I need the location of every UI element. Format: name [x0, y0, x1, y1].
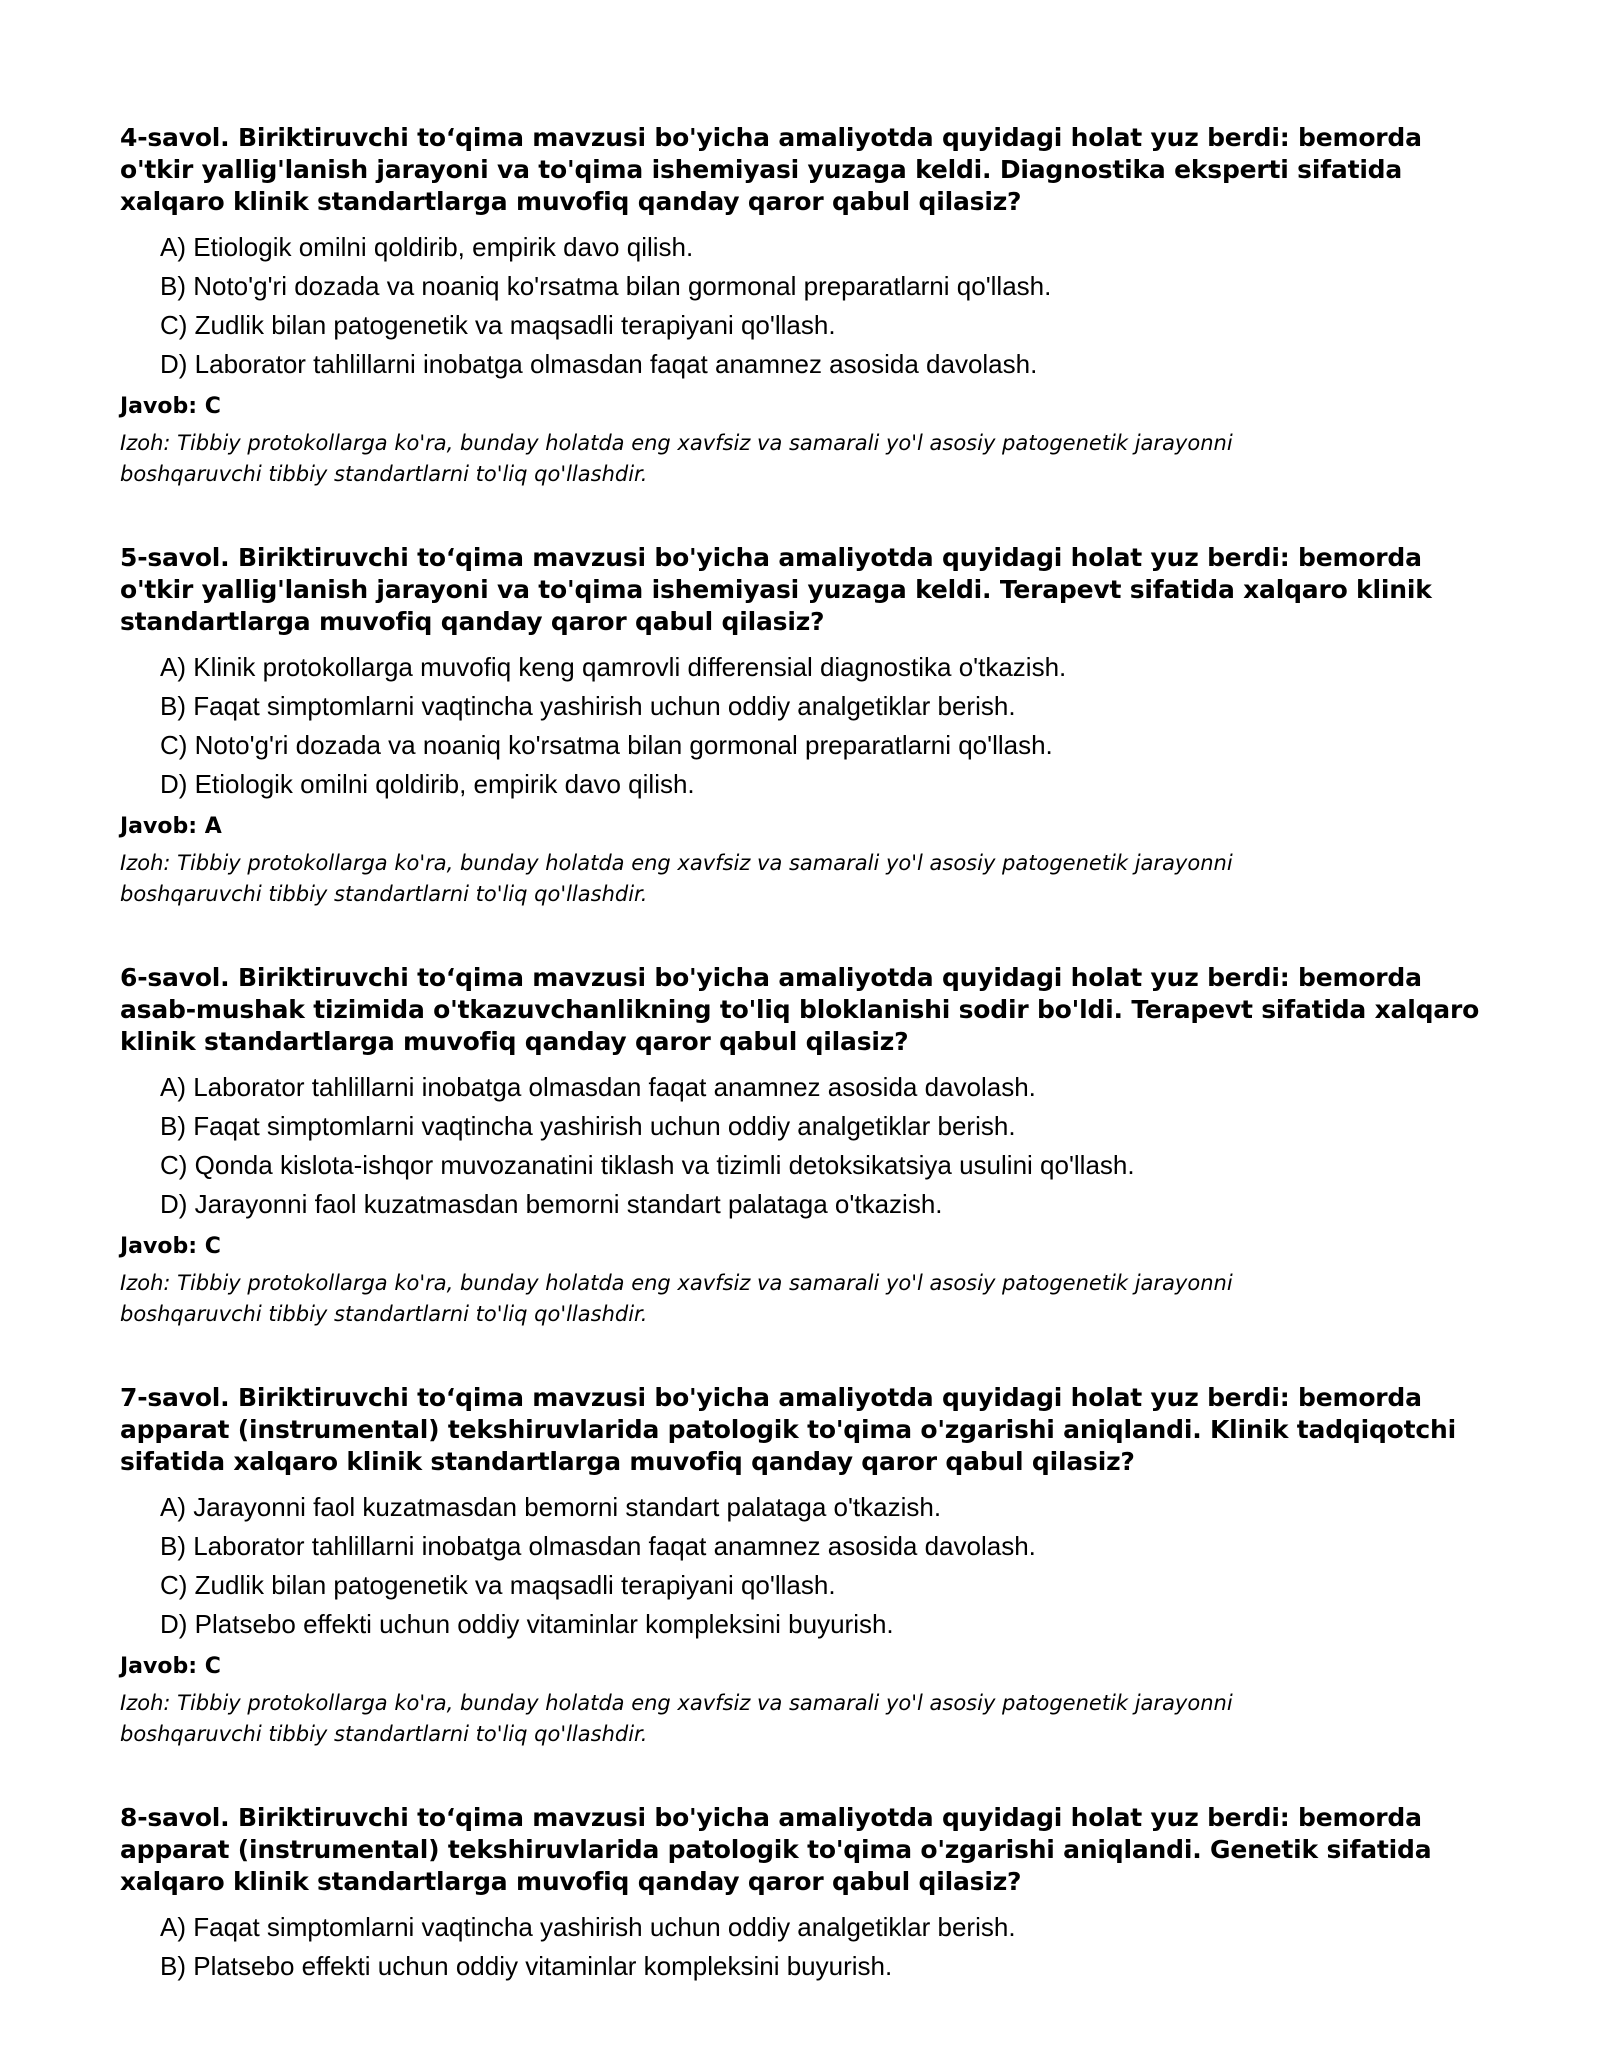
question-block	[120, 962, 1500, 1330]
question-block	[120, 122, 1500, 490]
option-c: C) Qonda kislota-ishqor muvozanatini tiklash va tizimli detoksikatsiya usulini qo'llash.	[160, 1150, 1135, 1180]
option-c: C) Noto'g'ri dozada va noaniq ko'rsatma bilan gormonal preparatlarni qo'llash.	[160, 730, 1053, 760]
question-title: 5-savol. Biriktiruvchi to‘qima mavzusi bo'yicha amaliyotda quyidagi holat yuz berdi: bemorda o'tkir yallig'lanish jarayoni va to'qima ishemiyasi yuzaga keldi. Terapevt sifatida xalqaro klinik standartlarga muvofiq qanday qaror qabul qilasiz?	[120, 543, 1432, 636]
option-a: A) Etiologik omilni qoldirib, empirik davo qilish.	[160, 232, 694, 262]
question-block	[120, 1802, 1500, 1986]
option-d: D) Laborator tahlillarni inobatga olmasdan faqat anamnez asosida davolash.	[160, 349, 1038, 379]
question-title: 7-savol. Biriktiruvchi to‘qima mavzusi bo'yicha amaliyotda quyidagi holat yuz berdi: bemorda apparat (instrumental) tekshiruvlarida patologik to'qima o'zgarishi aniqlandi. Klinik tadqiqotchi sifatida xalqaro klinik standartlarga muvofiq qanday qaror qabul qilasiz?	[120, 1383, 1456, 1476]
answer-line: Javob: C	[120, 1654, 221, 1679]
option-a: A) Laborator tahlillarni inobatga olmasdan faqat anamnez asosida davolash.	[160, 1072, 1036, 1102]
option-a: A) Faqat simptomlarni vaqtincha yashirish uchun oddiy analgetiklar berish.	[160, 1912, 1016, 1942]
question-title: 4-savol. Biriktiruvchi to‘qima mavzusi bo'yicha amaliyotda quyidagi holat yuz berdi: bemorda o'tkir yallig'lanish jarayoni va to'qima ishemiyasi yuzaga keldi. Diagnostika eksperti sifatida xalqaro klinik standartlarga muvofiq qanday qaror qabul qilasiz?	[120, 123, 1422, 216]
question-title: 6-savol. Biriktiruvchi to‘qima mavzusi bo'yicha amaliyotda quyidagi holat yuz berdi: bemorda asab-mushak tizimida o'tkazuvchanlikning to'liq bloklanishi sodir bo'ldi. Terapevt sifatida xalqaro klinik standartlarga muvofiq qanday qaror qabul qilasiz?	[120, 963, 1480, 1056]
option-d: D) Jarayonni faol kuzatmasdan bemorni standart palataga o'tkazish.	[160, 1189, 943, 1219]
options-list	[120, 1068, 1500, 1224]
answer-line: Javob: C	[120, 394, 221, 419]
option-c: C) Zudlik bilan patogenetik va maqsadli terapiyani qo'llash.	[160, 1570, 836, 1600]
option-a: A) Jarayonni faol kuzatmasdan bemorni standart palataga o'tkazish.	[160, 1492, 942, 1522]
option-d: D) Etiologik omilni qoldirib, empirik davo qilish.	[160, 769, 695, 799]
answer-line: Javob: A	[120, 814, 222, 839]
option-c: C) Zudlik bilan patogenetik va maqsadli terapiyani qo'llash.	[160, 310, 836, 340]
option-b: B) Faqat simptomlarni vaqtincha yashirish uchun oddiy analgetiklar berish.	[160, 1111, 1016, 1141]
option-b: B) Laborator tahlillarni inobatga olmasdan faqat anamnez asosida davolash.	[160, 1531, 1036, 1561]
option-a: A) Klinik protokollarga muvofiq keng qamrovli differensial diagnostika o'tkazish.	[160, 652, 1067, 682]
question-block	[120, 1382, 1500, 1750]
options-list	[120, 228, 1500, 384]
answer-line: Javob: C	[120, 1234, 221, 1259]
options-list	[120, 1908, 1500, 1986]
options-list	[120, 648, 1500, 804]
option-b: B) Faqat simptomlarni vaqtincha yashirish uchun oddiy analgetiklar berish.	[160, 691, 1016, 721]
options-list	[120, 1488, 1500, 1644]
explanation-note: Izoh: Tibbiy protokollarga ko'ra, bunday holatda eng xavfsiz va samarali yo'l asosiy patogenetik jarayonni boshqaruvchi tibbiy standartlarni to'liq qo'llashdir.	[120, 1271, 1233, 1326]
explanation-note: Izoh: Tibbiy protokollarga ko'ra, bunday holatda eng xavfsiz va samarali yo'l asosiy patogenetik jarayonni boshqaruvchi tibbiy standartlarni to'liq qo'llashdir.	[120, 431, 1233, 486]
option-b: B) Platsebo effekti uchun oddiy vitaminlar kompleksini buyurish.	[160, 1951, 893, 1981]
question-block	[120, 542, 1500, 910]
option-d: D) Platsebo effekti uchun oddiy vitaminlar kompleksini buyurish.	[160, 1609, 894, 1639]
explanation-note: Izoh: Tibbiy protokollarga ko'ra, bunday holatda eng xavfsiz va samarali yo'l asosiy patogenetik jarayonni boshqaruvchi tibbiy standartlarni to'liq qo'llashdir.	[120, 851, 1233, 906]
document-page	[120, 122, 1500, 2038]
question-title: 8-savol. Biriktiruvchi to‘qima mavzusi bo'yicha amaliyotda quyidagi holat yuz berdi: bemorda apparat (instrumental) tekshiruvlarida patologik to'qima o'zgarishi aniqlandi. Genetik sifatida xalqaro klinik standartlarga muvofiq qanday qaror qabul qilasiz?	[120, 1803, 1432, 1896]
explanation-note: Izoh: Tibbiy protokollarga ko'ra, bunday holatda eng xavfsiz va samarali yo'l asosiy patogenetik jarayonni boshqaruvchi tibbiy standartlarni to'liq qo'llashdir.	[120, 1691, 1233, 1746]
option-b: B) Noto'g'ri dozada va noaniq ko'rsatma bilan gormonal preparatlarni qo'llash.	[160, 271, 1052, 301]
